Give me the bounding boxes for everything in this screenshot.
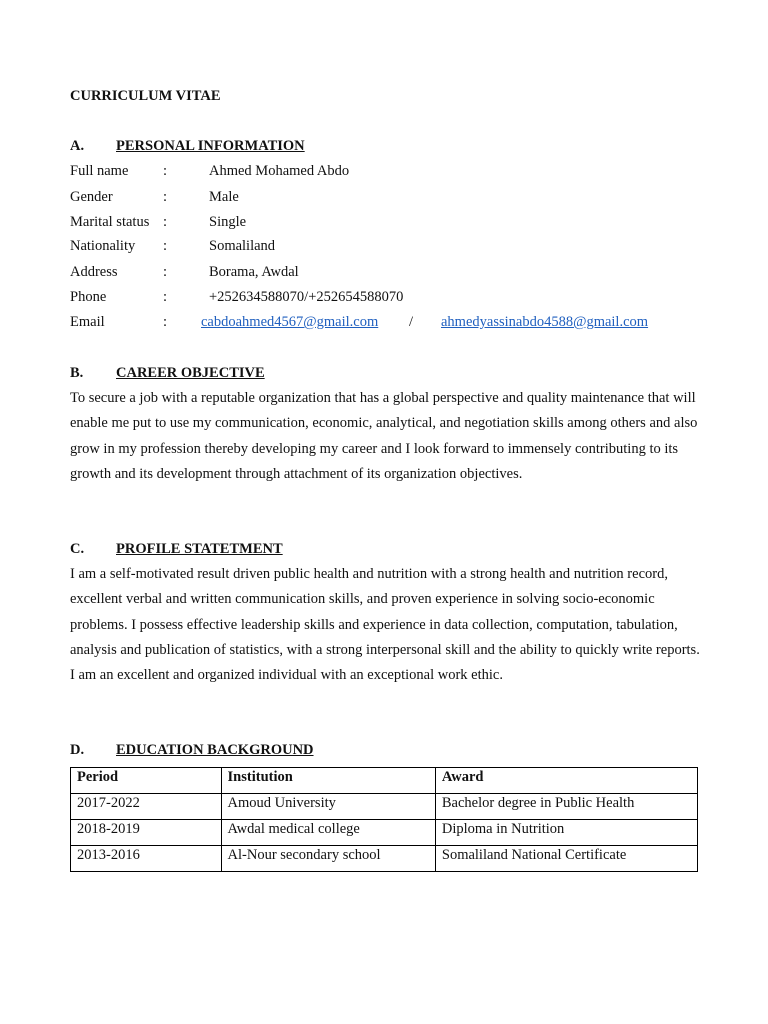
section-letter: B. [70,365,84,381]
section-letter: A. [70,138,85,154]
cell-period: 2018-2019 [71,820,222,846]
cell-institution: Al-Nour secondary school [221,846,435,872]
cell-period: 2013-2016 [71,846,222,872]
cell-award: Somaliland National Certificate [435,846,697,872]
cell-institution: Amoud University [221,794,435,820]
table-row [71,820,698,846]
info-label: Phone [70,289,107,305]
info-colon: : [163,163,168,179]
info-label: Gender [70,189,113,205]
info-label: Address [70,264,118,280]
section-title: PERSONAL INFORMATION [116,138,305,154]
info-colon: : [163,289,168,305]
cell-award: Bachelor degree in Public Health [435,794,697,820]
info-value: Somaliland [209,238,276,254]
section-letter: D. [70,742,85,758]
section-heading-profile-statement [70,541,283,558]
info-colon: : [163,214,168,230]
email-link-primary[interactable]: cabdoahmed4567@gmail.com [201,314,379,330]
cell-period: 2017-2022 [71,794,222,820]
section-heading-career-objective [70,365,265,382]
table-row [71,794,698,820]
document-title: CURRICULUM VITAE [70,88,221,104]
cell-award: Diploma in Nutrition [435,820,697,846]
email-separator: / [409,314,414,330]
info-label: Email [70,314,105,330]
info-label: Marital status [70,214,150,230]
info-colon: : [163,189,168,205]
section-title: CAREER OBJECTIVE [116,365,265,381]
info-colon: : [163,314,168,330]
section-letter: C. [70,541,85,557]
column-header-period: Period [71,768,222,794]
email-link-secondary[interactable]: ahmedyassinabdo4588@gmail.com [441,314,649,330]
profile-statement-text: I am a self-motivated result driven public health and nutrition with a strong health and nutrition record, excellent verbal and written communication skills, and proven experience in solving socio-economic problems. I possess effective leadership skills and experience in data collection, computation, tabulation, analysis and publication of statistics, with a strong interpersonal skill and the ability to quickly write reports. I am an excellent and organized individual with an exceptional work ethic. [70,566,700,684]
cell-institution: Awdal medical college [221,820,435,846]
column-header-award: Award [435,768,697,794]
info-value: Ahmed Mohamed Abdo [209,163,350,179]
career-objective-text: To secure a job with a reputable organization that has a global perspective and quality maintenance that will enable me put to use my communication, economic, analytical, and negotiation skills among others and also grow in my profession thereby developing my career and I look forward to immensely contributing to its growth and its development through attachment of its organization objectives. [70,390,698,482]
section-title: EDUCATION BACKGROUND [116,742,314,758]
column-header-institution: Institution [221,768,435,794]
section-heading-personal-information [70,138,305,155]
info-value: Borama, Awdal [209,264,299,280]
section-heading-education-background [70,742,314,759]
info-label: Full name [70,163,129,179]
section-title: PROFILE STATETMENT [116,541,283,557]
info-value: Single [209,214,247,230]
education-table [70,767,698,872]
info-label: Nationality [70,238,136,254]
table-header-row [71,768,698,794]
info-colon: : [163,238,168,254]
info-colon: : [163,264,168,280]
info-value: Male [209,189,239,205]
info-value: +252634588070/+252654588070 [209,289,404,305]
table-row [71,846,698,872]
